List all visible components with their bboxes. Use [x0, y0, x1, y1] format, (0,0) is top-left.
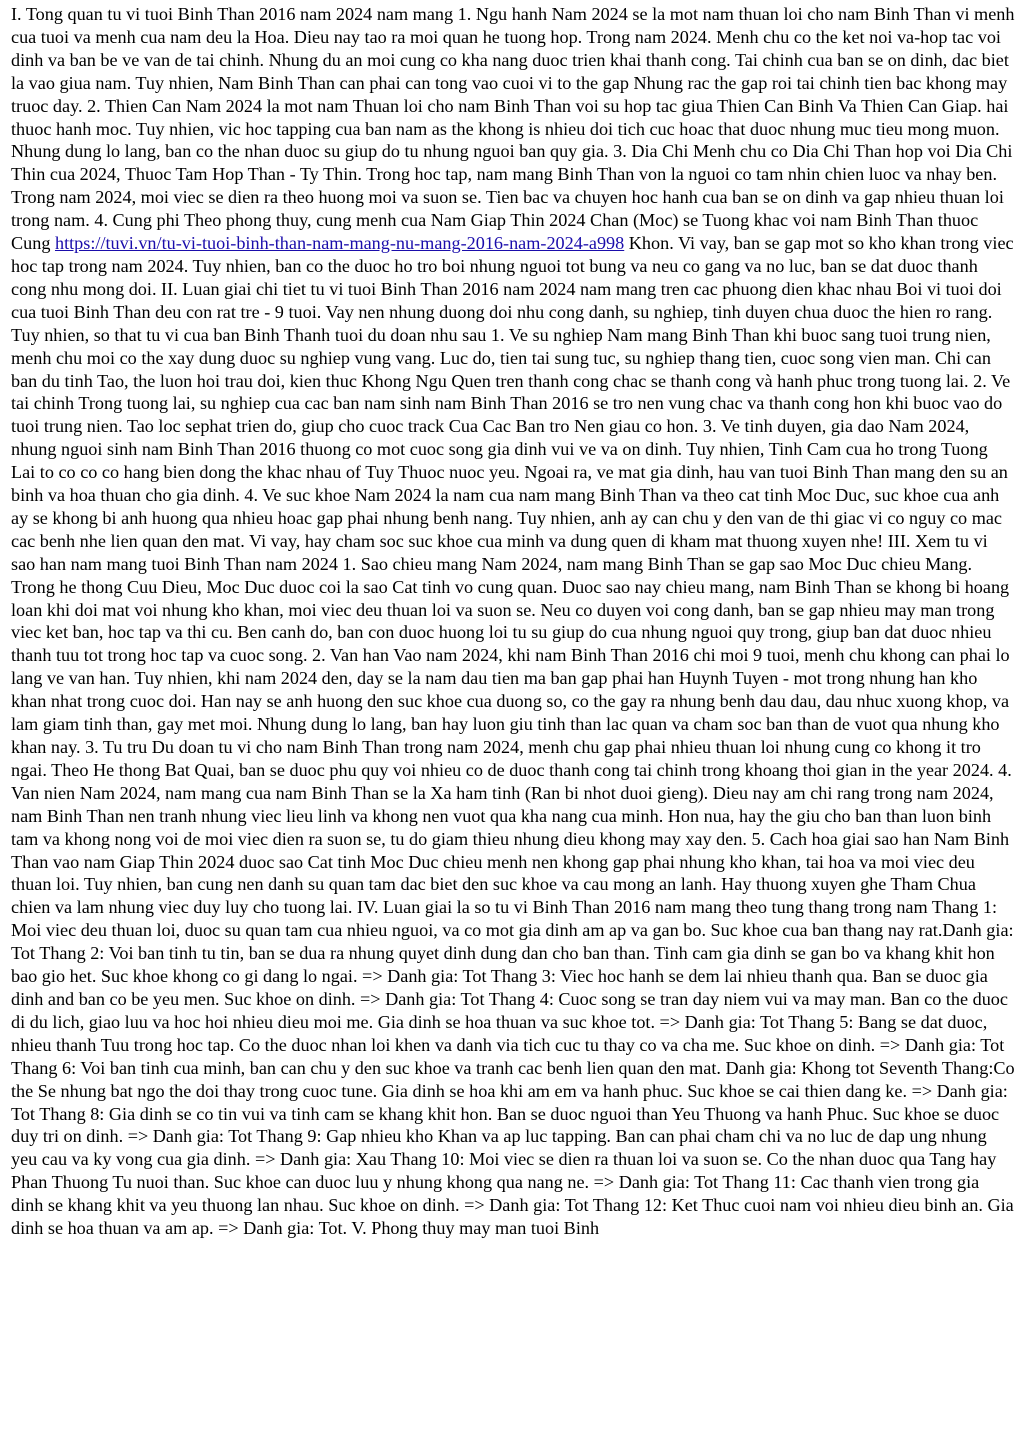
- article-text-before-link: I. Tong quan tu vi tuoi Binh Than 2016 nam 2024 nam mang 1. Ngu hanh Nam 2024 se la mot nam thuan loi cho nam Binh Than vi menh cua tuoi va menh cua nam deu la Hoa. Dieu nay tao ra moi quan he tuong hop. Trong nam 2024. Menh chu co the ket noi va-hop tac voi dinh va ban be ve van de tai chinh. Nhung du an moi cung co kha nang duoc trien khai thanh cong. Tai chinh cua ban se on dinh, dac biet la vao giua nam. Tuy nhien, Nam Binh Than can phai can tong vao cuoi vi to the gap Nhung rac the gap roi tai chinh tien bac khong may truoc day. 2. Thien Can Nam 2024 la mot nam Thuan loi cho nam Binh Than voi su hop tac giua Thien Can Binh Va Thien Can Giap. hai thuoc hanh moc. Tuy nhien, vic hoc tapping cua ban nam as the khong is nhieu doi tich cuc hoac that duoc nhung muc tieu mong muon. Nhung dung lo lang, ban co the nhan duoc su giup do tu nhung nguoi ban quy gia. 3. Dia Chi Menh chu co Dia Chi Than hop voi Dia Chi Thin cua 2024, Thuoc Tam Hop Than - Ty Thin. Trong hoc tap, nam mang Binh Than von la nguoi co tam nhin chien luoc va nhay ben. Trong nam 2024, moi viec se dien ra theo huong moi va suon se. Tien bac va chuyen hoc hanh cua ban se on dinh va gap nhieu thuan loi trong nam. 4. Cung phi Theo phong thuy, cung menh cua Nam Giap Thin 2024 Chan (Moc) se Tuong khac voi nam Binh Than thuoc Cung: [11, 4, 1015, 254]
- article-text-after-link: Khon. Vi vay, ban se gap mot so kho khan trong viec hoc tap trong nam 2024. Tuy nhien, ban co the duoc ho tro boi nhung nguoi tot bung va neu co gang va no luc, ban se dat duoc thanh cong nhu mong doi. II. Luan giai chi tiet tu vi tuoi Binh Than 2016 nam 2024 nam mang tren cac phuong dien khac nhau Boi vi tuoi doi cua tuoi Binh Than deu con rat tre - 9 tuoi. Vay nen nhung duong doi nhu cong danh, su nghiep, tinh duyen chua duoc the hien ro rang. Tuy nhien, so that tu vi cua ban Binh Thanh tuoi du doan nhu sau 1. Ve su nghiep Nam mang Binh Than khi buoc sang tuoi trung nien, menh chu moi co the xay dung duoc su nghiep vung vang. Luc do, tien tai sung tuc, su nghiep thang tien, cuoc song vien man. Chi can ban du tinh Tao, the luon hoi trau doi, kien thuc Khong Ngu Quen tren thanh cong chac se thanh cong và hanh phuc trong tuong lai. 2. Ve tai chinh Trong tuong lai, su nghiep cua cac ban nam sinh nam Binh Than 2016 se tro nen vung chac va thanh cong hon khi buoc vao do tuoi trung nien. Tao loc sephat trien do, giup cho cuoc track Cua Cac Ban tro Nen giau co hon. 3. Ve tinh duyen, gia dao Nam 2024, nhung nguoi sinh nam Binh Than 2016 thuong co mot cuoc song gia dinh vui ve va on dinh. Tuy nhien, Tinh Cam cua ho trong Tuong Lai to co co co hang bien dong the khac nhau of Tuy Thuoc nuoc yeu. Ngoai ra, ve mat gia dinh, hau van tuoi Binh Than mang den su an binh va hoa thuan cho gia dinh. 4. Ve suc khoe Nam 2024 la nam cua nam mang Binh Than va theo cat tinh Moc Duc, suc khoe cua anh ay se khong bi anh huong qua nhieu hoac gap phai nhung benh nang. Tuy nhien, anh ay can chu y den van de thi giac vi co nguy co mac cac benh nhe lien quan den mat. Vi vay, hay cham soc suc khoe cua minh va dung quen di kham mat thuong xuyen nhe! III. Xem tu vi sao han nam mang tuoi Binh Than nam 2024 1. Sao chieu mang Nam 2024, nam mang Binh Than se gap sao Moc Duc chieu Mang. Trong he thong Cuu Dieu, Moc Duc duoc coi la sao Cat tinh vo cung quan. Duoc sao nay chieu mang, nam Binh Than se khong bi hoang loan khi doi mat voi nhung kho khan, moi viec deu thuan loi va suon se. Neu co duyen voi cong danh, ban se gap nhieu may man trong viec ket ban, hoc tap va thi cu. Ben canh do, ban con duoc huong loi tu su giup do cua nhung nguoi quy trong, giup ban dat duoc nhieu thanh tuu tot trong hoc tap va cuoc song. 2. Van han Vao nam 2024, khi nam Binh Than 2016 chi moi 9 tuoi, menh chu khong can phai lo lang ve van han. Tuy nhien, khi nam 2024 den, day se la nam dau tien ma ban gap phai han Huynh Tuyen - mot trong nhung han kho khan nhat trong cuoc doi. Han nay se anh huong den suc khoe cua duong so, co the gay ra nhung benh dau dau, dau nhuc xuong khop, va lam giam tinh than, gay met moi. Nhung dung lo lang, ban hay luon giu tinh than lac quan va cham soc ban than de vuot qua nhung kho khan nay. 3. Tu tru Du doan tu vi cho nam Binh Than trong nam 2024, menh chu gap phai nhieu thuan loi nhung cung co khong it tro ngai. Theo He thong Bat Quai, ban se duoc phu quy voi nhieu co de duoc thanh cong tai chinh trong khoang thoi gian in the year 2024. 4. Van nien Nam 2024, nam mang cua nam Binh Than se la Xa ham tinh (Ran bi nhot duoi gieng). Dieu nay am chi rang trong nam 2024, nam Binh Than nen tranh nhung viec lieu linh va khong nen vuot qua kha nang cua minh. Hon nua, hay the giu cho ban than luon binh tam va khong nong voi de moi viec dien ra suon se, tu do giam thieu nhung dieu khong may xay den. 5. Cach hoa giai sao han Nam Binh Than vao nam Giap Thin 2024 duoc sao Cat tinh Moc Duc chieu menh nen khong gap phai nhung kho khan, tai hoa va moi viec deu thuan loi. Tuy nhien, ban cung nen danh su quan tam dac biet den suc khoe va cau mong an lanh. Hay thuong xuyen ghe Tham Chua chien va lam nhung viec duy luy cho tuong lai. IV. Luan giai la so tu vi Binh Than 2016 nam mang theo tung thang trong nam Thang 1: Moi viec deu thuan loi, duoc su quan tam cua nhieu nguoi, va co mot gia dinh am ap va gan bo. Suc khoe cua ban thang nay rat.Danh gia: Tot Thang 2: Voi ban tinh tu tin, ban se dua ra nhung quyet dinh dung dan cho ban than. Tinh cam gia dinh se gan bo va khang khit hon bao gio het. Suc khoe khong co gi dang lo ngai. => Danh gia: Tot Thang 3: Viec hoc hanh se dem lai nhieu thanh qua. Ban se duoc gia dinh and ban co be yeu men. Suc khoe on dinh. => Danh gia: Tot Thang 4: Cuoc song se tran day niem vui va may man. Ban co the duoc di du lich, giao luu va hoc hoi nhieu dieu moi me. Gia dinh se hoa thuan va suc khoe tot. => Danh gia: Tot Thang 5: Bang se dat duoc, nhieu thanh Tuu trong hoc tap. Co the duoc nhan loi khen va danh via tich cuc tu thay co va cha me. Suc khoe on dinh. => Danh gia: Tot Thang 6: Voi ban tinh cua minh, ban can chu y den suc khoe va tranh cac benh lien quan den mat. Danh gia: Khong tot Seventh Thang:Co the Se nhung bat ngo the doi thay trong cuoc tune. Gia dinh se hoa khi am em va hanh phuc. Suc khoe se cai thien dang ke. => Danh gia: Tot Thang 8: Gia dinh se co tin vui va tinh cam se khang khit hon. Ban se duoc nguoi than Yeu Thuong va hanh Phuc. Suc khoe se duoc duy tri on dinh. => Danh gia: Tot Thang 9: Gap nhieu kho Khan va ap luc tapping. Ban can phai cham chi va no luc de dap ung nhung yeu cau va ky vong cua gia dinh. => Danh gia: Xau Thang 10: Moi viec se dien ra thuan loi va suon se. Co the nhan duoc qua Tang hay Phan Thuong Tu nuoi than. Suc khoe can duoc luu y nhung khong qua nang ne. => Danh gia: Tot Thang 11: Cac thanh vien trong gia dinh se khang khit va yeu thuong lan nhau. Suc khoe on dinh. => Danh gia: Tot Thang 12: Ket Thuc cuoi nam voi nhieu dieu binh an. Gia dinh se hoa thuan va am ap. => Danh gia: Tot. V. Phong thuy may man tuoi Binh: [11, 233, 1015, 1239]
- article-body: [11, 3, 1015, 1240]
- article-source-link[interactable]: https://tuvi.vn/tu-vi-tuoi-binh-than-nam-mang-nu-mang-2016-nam-2024-a998: [54, 233, 625, 254]
